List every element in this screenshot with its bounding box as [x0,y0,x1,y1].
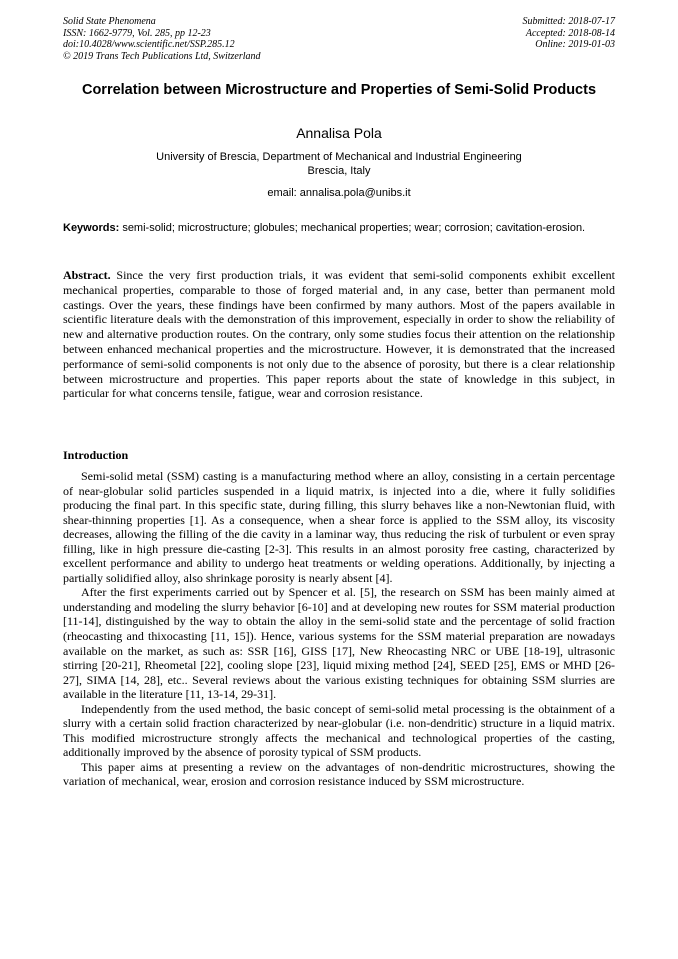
submitted-date: Submitted: 2018-07-17 [522,16,615,27]
introduction-heading: Introduction [63,448,129,462]
keywords-label: Keywords: [63,222,120,234]
journal-doi: doi:10.4028/www.scientific.net/SSP.285.12 [63,39,235,50]
abstract-label: Abstract. [63,268,111,282]
paper-title: Correlation between Microstructure and Properties of Semi-Solid Products [81,82,597,98]
paragraph: After the first experiments carried out by Spencer et al. [5], the research on SSM has been mainly aimed at understanding and modeling the slurry behavior [6-10] and at developing new routes for SSM material production [11-14], distinguished by the way to obtain the alloy in the semi-solid state and the percentage of solid fraction (rheocasting and thixocasting [11, 15]). Hence, various systems for the SSM material preparation are nowadays available on the market, as such as: SSR [16], GISS [17], New Rheocasting NRC or UBE [18-19], ultrasonic stirring [20-21], Rheometal [22], cooling slope [23], liquid mixing method [24], SEED [25], EMS or MHD [26-27], SIMA [14, 28], etc.. Several reviews about the various existing techniques for obtaining SSM slurries are available in the literature [11, 13-14, 29-31]. [63,585,615,702]
keywords-text: semi-solid; microstructure; globules; mechanical properties; wear; corrosion; cavitation-erosion. [122,222,586,234]
paragraph: Independently from the used method, the basic concept of semi-solid metal processing is the obtainment of a slurry with a certain solid fraction characterized by near-globular (i.e. non-dendritic) structure in a liquid matrix. This modified microstructure strongly affects the mechanical and technological properties of the casting, additionally improved by the absence of porosity typical of SSM products. [63,701,615,760]
introduction-body [63,469,615,789]
journal-issn: ISSN: 1662-9779, Vol. 285, pp 12-23 [63,27,211,39]
abstract-text: Since the very first production trials, it was evident that semi-solid components exhibit excellent mechanical properties, comparable to those of forged material and, in any case, better than permanent mold castings. Over the years, these findings have been confirmed by many authors. Most of the papers available in scientific literature deals with the demonstration of this improvement, especially in order to show the reliability of new and alternative production routes. On the contrary, only some studies focus their attention on the relationship between enhanced mechanical properties and the microstructure. However, it is demonstrated that the increased performance of semi-solid components is not only due to the absence of porosity, but there is a clear relationship between microstructure and properties. This paper reports about the state of knowledge in this subject, in particular for what concerns tensile, fatigue, wear and corrosion resistance. [63,268,616,401]
accepted-date: Accepted: 2018-08-14 [525,27,615,39]
submission-dates [523,16,616,51]
keywords-section [63,221,615,235]
author-affiliation [0,150,678,178]
journal-name: Solid State Phenomena [63,16,156,27]
affiliation-line: University of Brescia, Department of Mechanical and Industrial Engineering [156,151,522,163]
author-email: email: annalisa.pola@unibs.it [267,187,411,199]
journal-info [63,16,261,62]
abstract-section [63,268,615,401]
author-name: Annalisa Pola [296,125,382,141]
online-date: Online: 2019-01-03 [535,39,615,50]
paragraph: This paper aims at presenting a review on the advantages of non-dendritic microstructures, showing the variation of mechanical, wear, erosion and corrosion resistance induced by SSM microstructure. [63,759,615,789]
paragraph: Semi-solid metal (SSM) casting is a manufacturing method where an alloy, consisting in a certain percentage of near-globular solid particles suspended in a liquid matrix, is injected into a die, where it fully solidifies producing the final part. In this specific state, during filling, this slurry behaves like a non-Newtonian fluid, with shear-thinning properties [1]. As a consequence, when a shear force is applied to the SSM alloy, its viscosity decreases, allowing the filling of the die cavity in a laminar way, thus reducing the risk of turbulent or even spray filling, like in high pressure die-casting [2-3]. This results in an almost porosity free casting, characterized by excellent performance and ability to undergo heat treatments or welding operations. Additionally, by injecting a partially solidified alloy, also shrinkage porosity is nearly absent [4]. [63,469,615,585]
journal-copyright: © 2019 Trans Tech Publications Ltd, Switzerland [63,50,261,62]
affiliation-location: Brescia, Italy [307,165,371,177]
